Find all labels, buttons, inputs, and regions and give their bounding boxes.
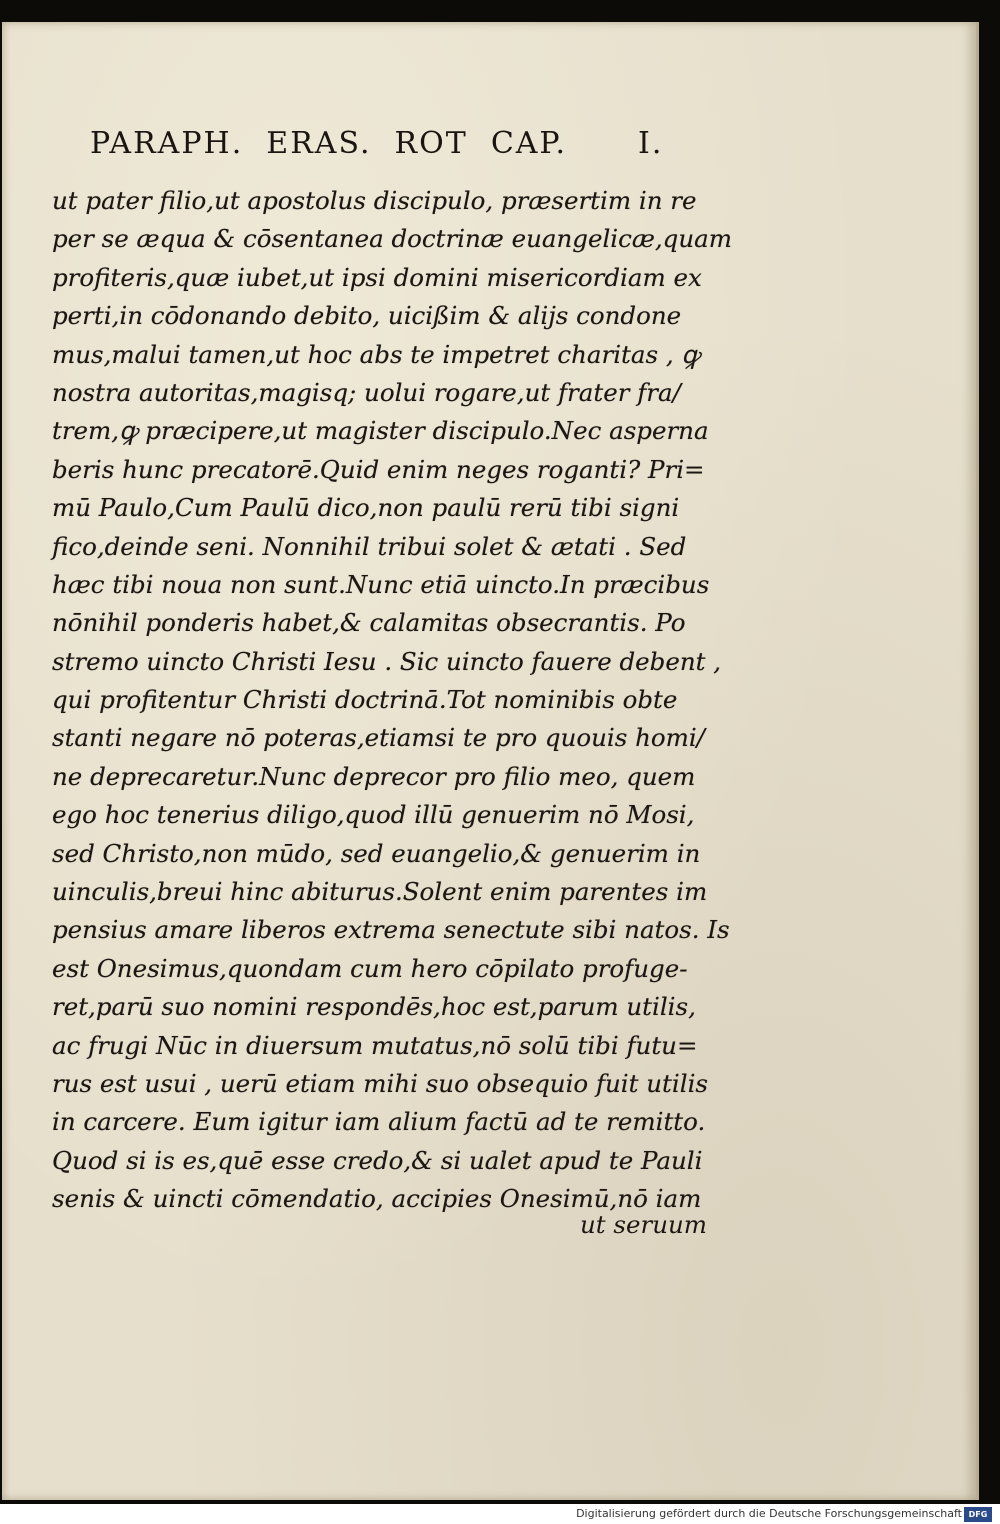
page-edge — [976, 22, 979, 1500]
text-line: Quod si is es,quē esse credo,& si ualet apud te Pauli — [52, 1145, 703, 1175]
text-line: ac frugi Nūc in diuersum mutatus,nō solū tibi futu= — [52, 1030, 698, 1060]
text-line: perti,in cōdonando debito, uicißim & alijs condone — [52, 301, 682, 331]
funding-credit: Digitalisierung gefördert durch die Deutsche Forschungsgemeinschaft — [576, 1507, 962, 1520]
text-line: stanti negare nō poteras,etiamsi te pro quouis homi/ — [52, 723, 705, 753]
text-line: sed Christo,non mūdo, sed euangelio,& genuerim in — [52, 838, 701, 868]
text-line: pensius amare liberos extrema senectute sibi natos. Is — [52, 915, 730, 945]
text-line: trem,ꝙ præcipere,ut magister discipulo.Nec asperna — [52, 416, 709, 446]
text-line: mū Paulo,Cum Paulū dico,non paulū rerū tibi signi — [52, 493, 680, 523]
footer-bar — [0, 1504, 1000, 1524]
text-line: profiteris,quæ iubet,ut ipsi domini misericordiam ex — [52, 262, 702, 292]
folio-number: I. — [638, 126, 664, 161]
running-head — [60, 120, 700, 170]
text-line: qui profitentur Christi doctrinā.Tot nominibis obte — [52, 685, 678, 715]
text-line: est Onesimus,quondam cum hero cōpilato profuge- — [52, 953, 688, 983]
text-line: rus est usui , uerū etiam mihi suo obsequio fuit utilis — [52, 1068, 708, 1098]
dfg-logo: DFG — [964, 1507, 992, 1522]
text-line: senis & uincti cōmendatio, accipies Onesimū,nō iam — [52, 1184, 702, 1214]
text-line: hæc tibi noua non sunt.Nunc etiā uincto.In præcibus — [52, 569, 710, 599]
text-line: beris hunc precatorē.Quid enim neges roganti? Pri= — [52, 454, 705, 484]
text-line: fico,deinde seni. Nonnihil tribui solet & ætati . Sed — [52, 531, 687, 561]
text-line: uinculis,breui hinc abiturus.Solent enim parentes im — [52, 877, 708, 907]
running-head-title: PARAPH. ERAS. ROT CAP. — [90, 126, 568, 161]
text-line: per se æqua & cōsentanea doctrinæ euangelicæ,quam — [52, 224, 732, 254]
text-line: ut pater filio,ut apostolus discipulo, præsertim in re — [52, 186, 697, 215]
catchword: ut seruum — [580, 1210, 707, 1239]
text-line: ne deprecaretur.Nunc deprecor pro filio meo, quem — [52, 761, 696, 791]
text-line: nostra autoritas,magisq; uolui rogare,ut frater fra/ — [52, 377, 681, 407]
text-line: ego hoc tenerius diligo,quod illū genuerim nō Mosi, — [52, 800, 695, 830]
text-block — [52, 182, 732, 1219]
text-line: in carcere. Eum igitur iam alium factū ad te remitto. — [52, 1107, 706, 1137]
text-line: nōnihil ponderis habet,& calamitas obsecrantis. Po — [52, 608, 686, 638]
text-line: ret,parū suo nomini respondēs,hoc est,parum utilis, — [52, 992, 696, 1022]
text-line: mus,malui tamen,ut hoc abs te impetret charitas , ꝙ — [52, 339, 700, 369]
text-line: stremo uincto Christi Iesu . Sic uincto fauere debent , — [52, 646, 722, 676]
